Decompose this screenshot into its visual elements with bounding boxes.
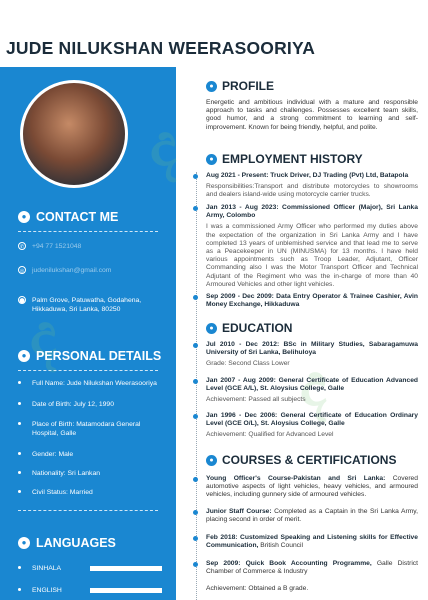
watermark: ද — [150, 111, 177, 178]
briefcase-icon: ● — [206, 154, 217, 165]
employment-item: Sep 2009 - Dec 2009: Data Entry Operator & Trainee Cashier, Avin Money Exchange, Hikkaduwa — [206, 293, 418, 309]
person-icon: ● — [206, 81, 217, 92]
contact-email: ◎ judenilukshan@gmail.com — [19, 267, 112, 274]
certificate-icon: ● — [206, 455, 217, 466]
graduation-icon: ● — [206, 323, 217, 334]
course-item: Sep 2009: Quick Book Accounting Programme, Galle District Chamber of Commerce & Industry — [206, 560, 418, 576]
course-item: Feb 2018: Customized Speaking and Listening skills for Effective Communication, British Council — [206, 534, 418, 550]
personal-item: Gender: Male — [18, 450, 168, 459]
contact-heading — [18, 210, 118, 224]
divider — [18, 370, 158, 371]
education-heading: ● EDUCATION — [206, 321, 292, 335]
languages-heading — [18, 536, 116, 550]
instagram-icon: ◎ — [19, 268, 25, 274]
personal-item: Nationality: Sri Lankan — [18, 469, 168, 478]
contact-phone: ✆ +94 77 1521048 — [19, 243, 82, 250]
personal-title: PERSONAL DETAILS — [36, 349, 162, 363]
course-achievement: Achievement: Obtained a B grade. — [206, 585, 309, 592]
education-item: Jul 2010 - Dec 2012: BSc in Military Studies, Sabaragamuwa University of Sri Lanka, Belihuloya Grade: Second Class Lower — [206, 341, 418, 369]
profile-text: Energetic and ambitious individual with a mature and responsible approach to tasks and challenges. Possesses excellent team skills, good humor, and a strong commitment to learning and self-improvement. Known for being friendly, helpful, and polite. — [206, 99, 418, 131]
courses-heading: ● COURSES & CERTIFICATIONS — [206, 453, 396, 467]
person-icon: ● — [18, 350, 30, 362]
personal-item: Full Name: Jude Nilukshan Weerasooriya — [18, 379, 168, 388]
education-item: Jan 1996 - Dec 2006: General Certificate of Education Ordinary Level (GCE O/L), St. Aloysius College, Galle Achievement: Qualified for Advanced Level — [206, 412, 418, 440]
profile-heading: ● PROFILE — [206, 79, 274, 93]
employment-item: Jan 2013 - Aug 2023: Commissioned Officer (Major), Sri Lanka Army, Colombo I was a commissioned Army Officer who performed my duties above the expectation of the organization in Sri Lanka Army and I have completed 13 years of unblemished service and that lead me to serve as a Peacekeeper in UN (MINUSMA) for 13 months. I have held various appointments such as Troop Leader, Adjutant, Officer Commanding also I was the Motor Transport Officer and Technical Adjutant of the Regiment who was the in-charge of more than 40 Armoured Vehicles and other light vehicles. — [206, 204, 418, 289]
divider — [18, 231, 158, 232]
employment-heading: ● EMPLOYMENT HISTORY — [206, 152, 363, 166]
employment-item: Aug 2021 - Present: Truck Driver, DJ Trading (Pvt) Ltd, Batapola Responsibilities:Transport and distribute motorcycles to showrooms and dealers island-wide using motorcycle carrier trucks. — [206, 172, 418, 200]
personal-item: Civil Status: Married — [18, 488, 168, 497]
language-level-bar — [90, 566, 162, 571]
languages-title: LANGUAGES — [36, 536, 116, 550]
language-level-bar — [90, 588, 162, 593]
course-item: Junior Staff Course: Completed as a Captain in the Sri Lanka Army, placing second in order of merit. — [206, 508, 418, 524]
phone-icon: ✆ — [19, 244, 25, 250]
personal-item: Date of Birth: July 12, 1990 — [18, 400, 168, 409]
person-icon: ● — [18, 537, 30, 549]
divider — [18, 510, 158, 511]
language-item: ENGLISH — [18, 586, 168, 595]
person-icon: ● — [18, 211, 30, 223]
profile-photo — [20, 80, 128, 188]
page-title: JUDE NILUKSHAN WEERASOORIYA — [6, 38, 316, 58]
watermark: ද — [30, 301, 57, 368]
personal-heading — [18, 349, 161, 363]
personal-item: Place of Birth: Matamodara General Hospital, Galle — [18, 420, 168, 438]
contact-address: ⬤ Palm Grove, Patuwatha, Godahena, Hikkaduwa, Sri Lanka, 80250 — [19, 297, 142, 313]
location-icon: ⬤ — [19, 298, 25, 304]
contact-title: CONTACT ME — [36, 210, 119, 224]
course-item: Young Officer's Course-Pakistan and Sri Lanka: Covered automotive aspects of light vehicles, heavy vehicles, and armoured vehicles, including gunnery side of armoured vehicles. — [206, 475, 418, 500]
language-item: SINHALA — [18, 564, 168, 573]
watermark: ද — [300, 351, 327, 418]
education-item: Jan 2007 - Aug 2009: General Certificate of Education Advanced Level (GCE A/L), St. Aloysius College, Galle Achievement: Passed all subjects — [206, 377, 418, 405]
